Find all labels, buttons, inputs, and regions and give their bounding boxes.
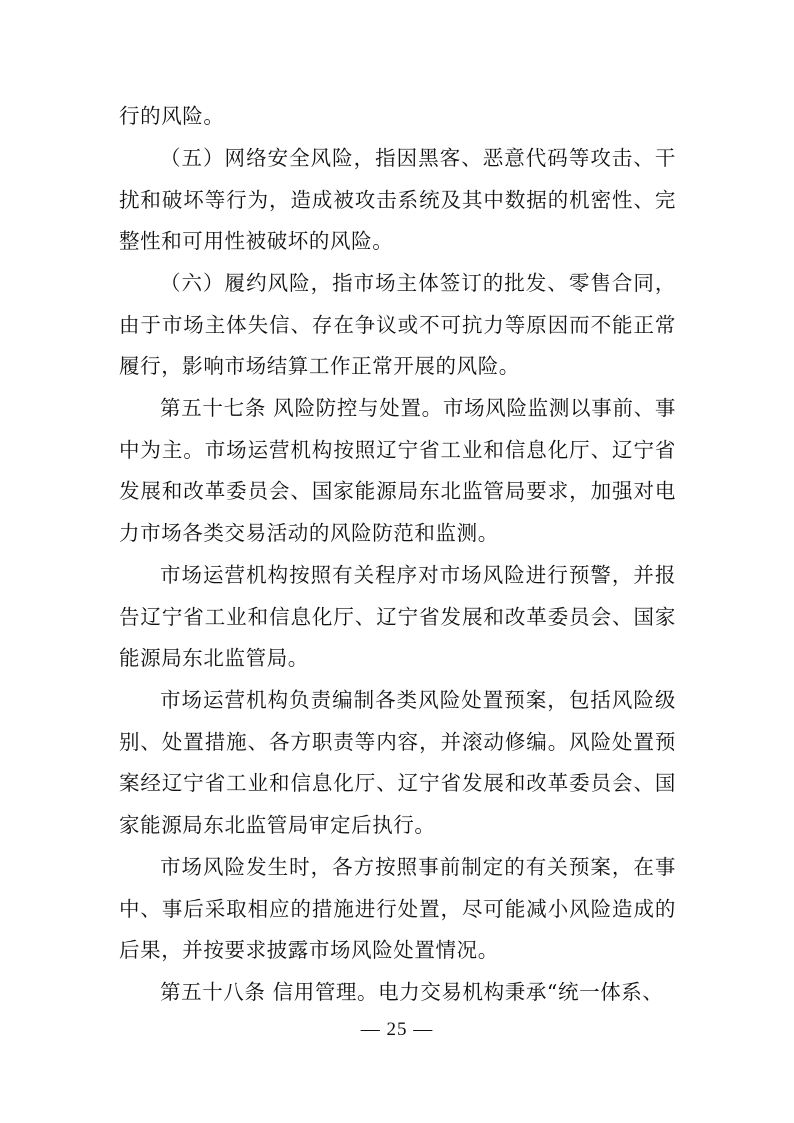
paragraph-continuation: 行的风险。 <box>119 104 225 128</box>
paragraph-article-58: 第五十八条 信用管理。电力交易机构秉承“统一体系、 <box>160 980 664 1004</box>
paragraph-risk-warning: 市场运营机构按照有关程序对市场风险进行预警，并报告辽宁省工业和信息化厅、辽宁省发展和改革委员会、国家能源局东北监管局。 <box>119 563 676 670</box>
paragraph-network-security-risk: （五）网络安全风险，指因黑客、恶意代码等攻击、干扰和破坏等行为，造成被攻击系统及其中数据的机密性、完整性和可用性被破坏的风险。 <box>119 146 676 253</box>
paragraph-risk-occurrence: 市场风险发生时，各方按照事前制定的有关预案，在事中、事后采取相应的措施进行处置，尽可能减小风险造成的后果，并按要求披露市场风险处置情况。 <box>119 855 676 962</box>
paragraph-risk-plan: 市场运营机构负责编制各类风险处置预案，包括风险级别、处置措施、各方职责等内容，并滚动修编。风险处置预案经辽宁省工业和信息化厅、辽宁省发展和改革委员会、国家能源局东北监管局审定后执行。 <box>119 688 676 837</box>
paragraph-performance-risk: （六）履约风险，指市场主体签订的批发、零售合同，由于市场主体失信、存在争议或不可抗力等原因而不能正常履行，影响市场结算工作正常开展的风险。 <box>119 271 676 378</box>
page-number: — 25 — <box>360 1019 434 1040</box>
paragraph-article-57: 第五十七条 风险防控与处置。市场风险监测以事前、事中为主。市场运营机构按照辽宁省工业和信息化厅、辽宁省发展和改革委员会、国家能源局东北监管局要求，加强对电力市场各类交易活动的风险防范和监测。 <box>119 396 676 545</box>
